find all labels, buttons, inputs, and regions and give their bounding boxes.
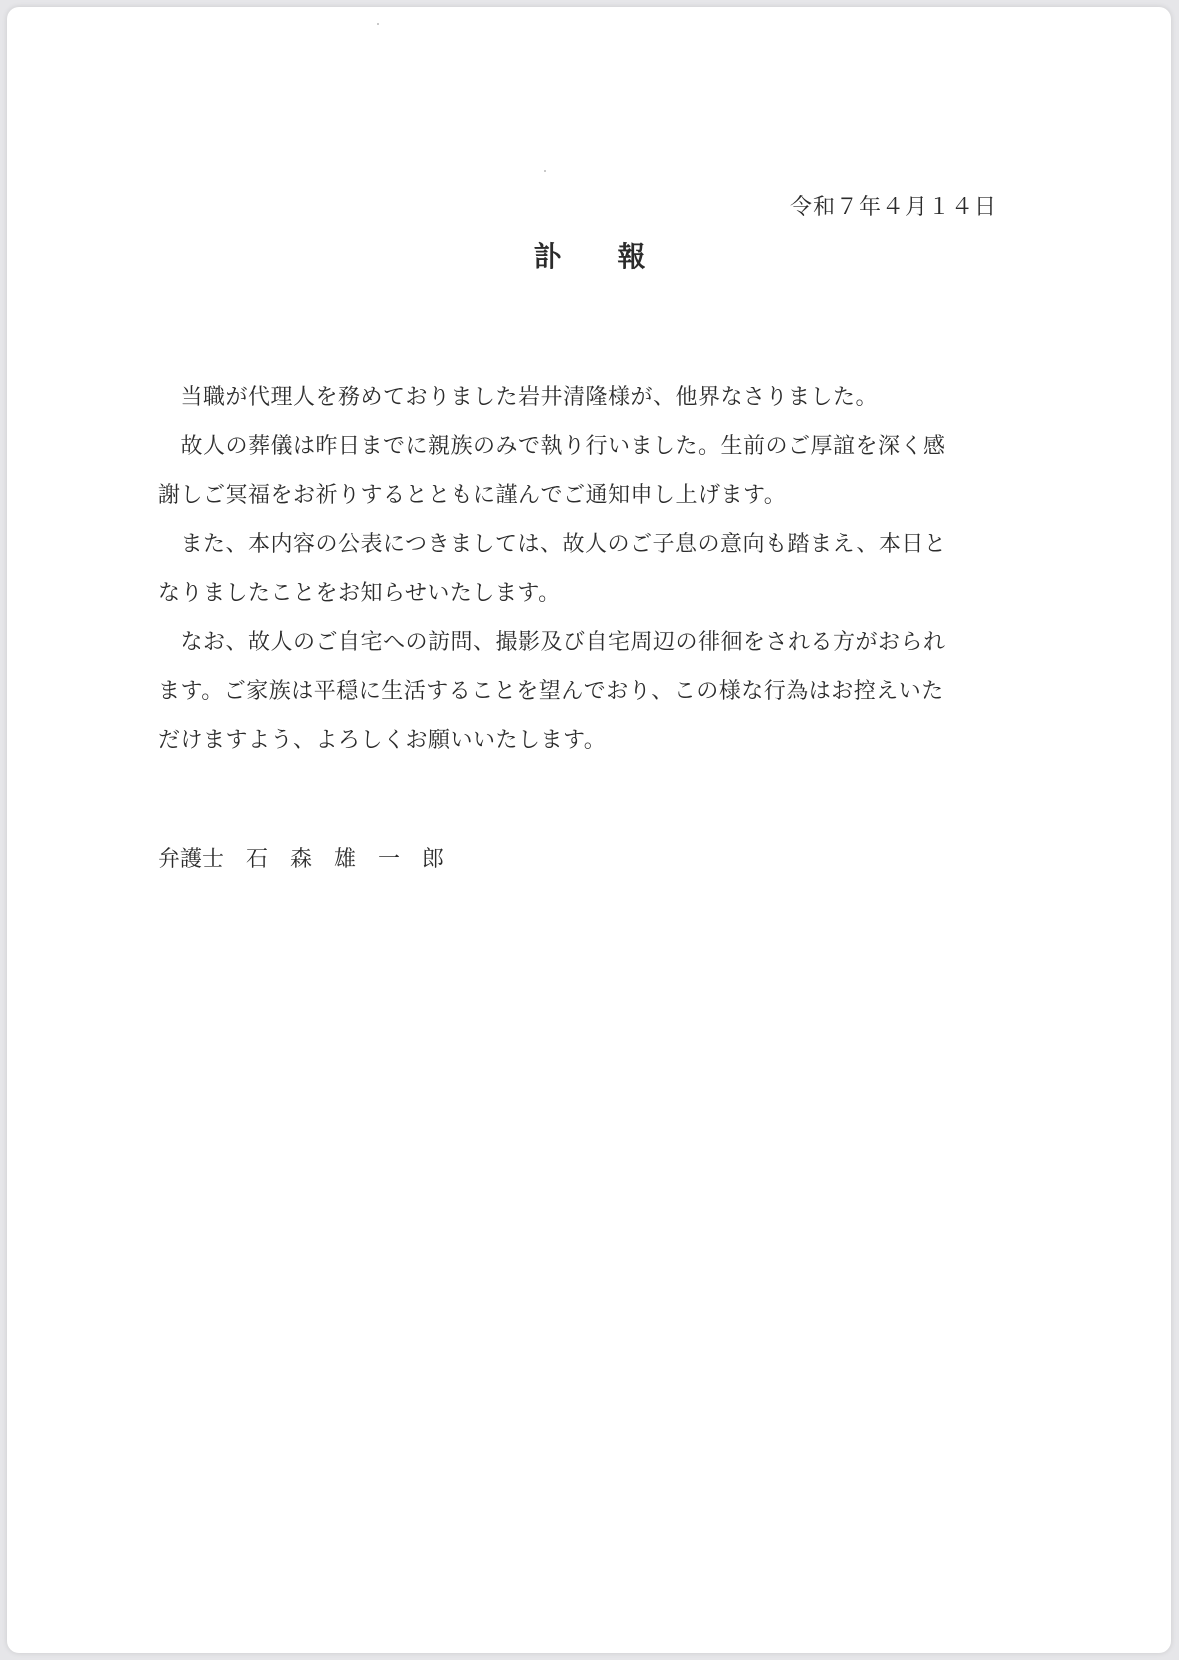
scan-speck [377,23,379,25]
document-title: 訃 報 [533,240,646,273]
body-line: また、本内容の公表につきましては、故人のご子息の意向も踏まえ、本日と [158,532,947,557]
body-line: 故人の葬儀は昨日までに親族のみで執り行いました。生前のご厚誼を深く感 [158,434,946,459]
document-body [158,386,1000,778]
document-date: 令和７年４月１４日 [789,195,997,220]
body-line: 謝しご冥福をお祈りするとともに謹んでご通知申し上げます。 [158,483,787,508]
signature: 弁護士 石 森 雄 一 郎 [158,847,445,872]
body-line: だけますよう、よろしくお願いいたします。 [158,728,607,753]
body-line: なりましたことをお知らせいたします。 [158,581,561,606]
body-line: 当職が代理人を務めておりました岩井清隆様が、他界なさりました。 [158,385,879,410]
body-line: なお、故人のご自宅への訪問、撮影及び自宅周辺の徘徊をされる方がおられ [158,630,946,655]
body-line: ます。ご家族は平穏に生活することを望んでおり、この様な行為はお控えいた [158,679,944,704]
scan-speck [544,170,546,172]
